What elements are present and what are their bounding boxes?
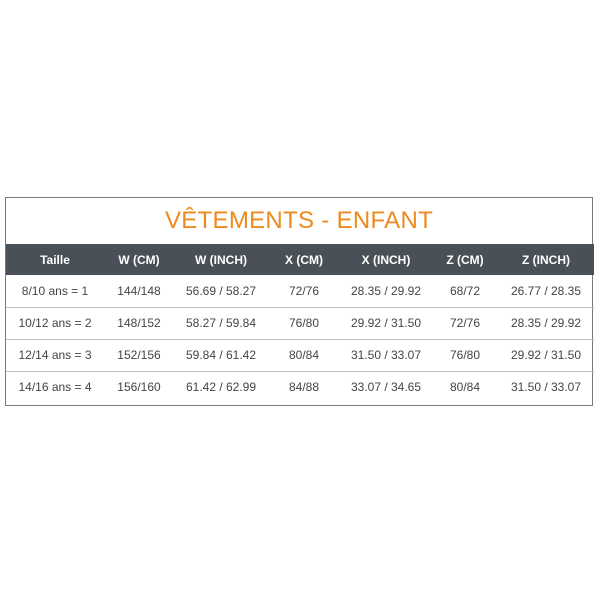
cell-x-cm: 72/76 — [288, 283, 320, 298]
table-row — [6, 371, 594, 403]
cell-w-inch: 61.42 / 62.99 — [185, 380, 257, 395]
column-header-z-cm: Z (CM) — [446, 252, 484, 267]
cell-w-cm: 156/160 — [117, 380, 161, 395]
table-row — [6, 275, 594, 307]
cell-w-inch: 56.69 / 58.27 — [185, 283, 257, 298]
cell-z-inch: 31.50 / 33.07 — [510, 380, 582, 395]
cell-x-inch: 28.35 / 29.92 — [350, 283, 422, 298]
size-table — [6, 244, 594, 403]
cell-z-inch: 26.77 / 28.35 — [510, 283, 582, 298]
cell-z-inch: 28.35 / 29.92 — [510, 316, 582, 330]
column-header-x-cm: X (CM) — [285, 252, 323, 267]
cell-z-cm: 80/84 — [449, 380, 481, 395]
column-header-x-inch: X (INCH) — [361, 252, 411, 267]
cell-x-inch: 29.92 / 31.50 — [350, 316, 422, 330]
cell-taille: 12/14 ans = 3 — [18, 348, 92, 362]
cell-z-cm: 68/72 — [449, 283, 481, 298]
cell-w-cm: 144/148 — [117, 283, 161, 298]
cell-x-cm: 84/88 — [288, 380, 320, 395]
cell-taille: 10/12 ans = 2 — [18, 316, 92, 330]
cell-w-inch: 59.84 / 61.42 — [185, 348, 257, 362]
cell-z-cm: 76/80 — [449, 348, 481, 362]
header-row — [6, 244, 594, 275]
cell-z-cm: 72/76 — [449, 316, 481, 330]
chart-title: VÊTEMENTS - ENFANT — [164, 207, 434, 234]
cell-taille: 14/16 ans = 4 — [18, 380, 92, 395]
column-header-w-inch: W (INCH) — [195, 252, 247, 267]
size-chart — [5, 197, 593, 406]
cell-w-cm: 152/156 — [117, 348, 161, 362]
cell-x-cm: 76/80 — [288, 316, 320, 330]
table-body — [6, 275, 594, 403]
column-header-w-cm: W (CM) — [118, 252, 160, 267]
cell-z-inch: 29.92 / 31.50 — [510, 348, 582, 362]
table-row — [6, 339, 594, 371]
column-header-taille: Taille — [40, 252, 70, 267]
cell-taille: 8/10 ans = 1 — [21, 283, 89, 298]
cell-x-inch: 33.07 / 34.65 — [350, 380, 422, 395]
cell-w-inch: 58.27 / 59.84 — [185, 316, 257, 330]
cell-w-cm: 148/152 — [117, 316, 161, 330]
table-header — [6, 244, 594, 275]
table-row — [6, 307, 594, 339]
cell-x-cm: 80/84 — [288, 348, 320, 362]
cell-x-inch: 31.50 / 33.07 — [350, 348, 422, 362]
column-header-z-inch: Z (INCH) — [522, 252, 570, 267]
